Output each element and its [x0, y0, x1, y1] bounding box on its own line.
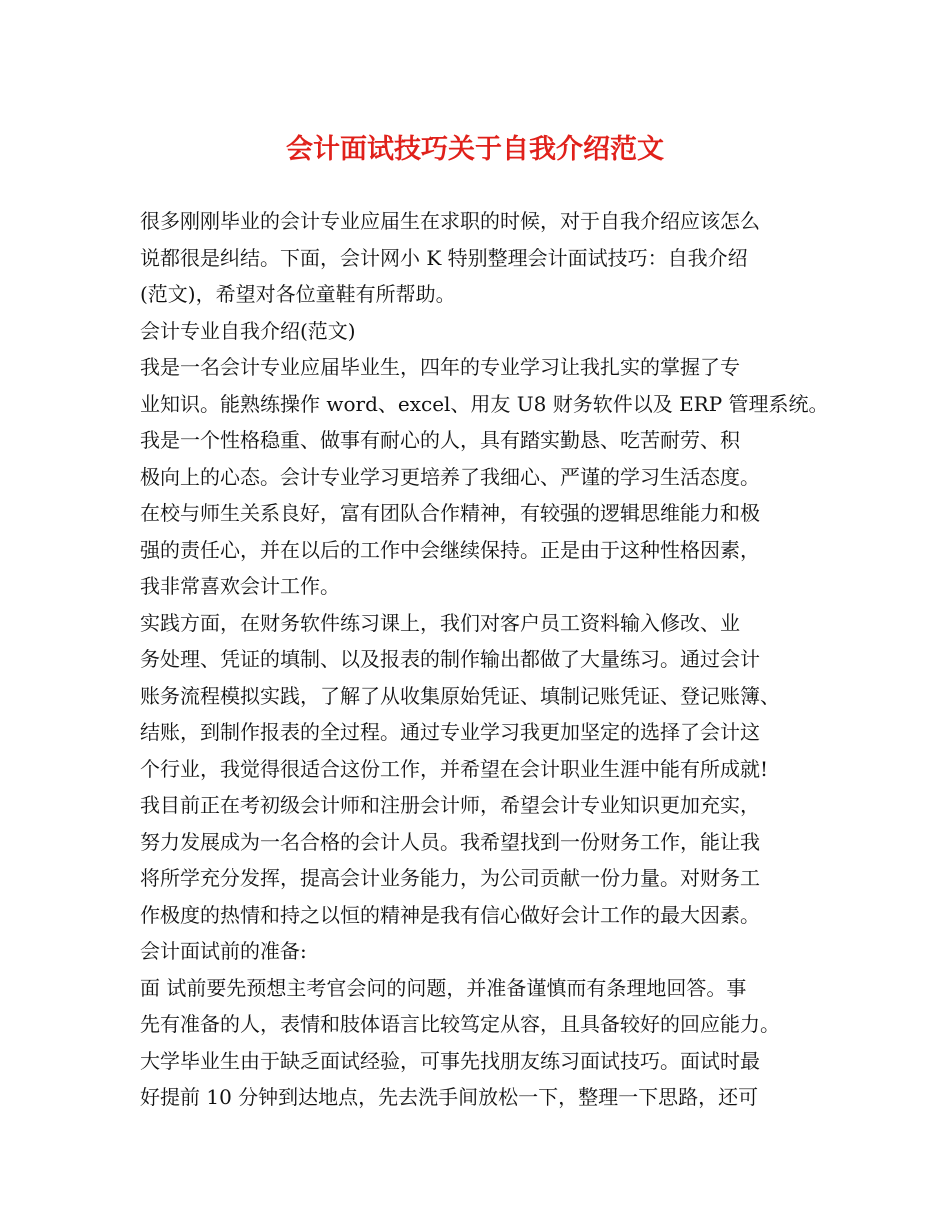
text-line: 务处理、凭证的填制、以及报表的制作输出都做了大量练习。通过会计	[140, 647, 760, 671]
document-body	[140, 203, 830, 1116]
text-line: 极向上的心态。会计专业学习更培养了我细心、严谨的学习生活态度。	[140, 464, 760, 489]
text-line: 个行业，我觉得很适合这份工作，并希望在会计职业生涯中能有所成就!	[140, 756, 769, 781]
text-line: 先有准备的人，表情和肢体语言比较笃定从容，且具备较好的回应能力。	[140, 1012, 780, 1036]
text-line: 会计面试前的准备:	[140, 939, 307, 963]
text-line: 业知识。能熟练操作 word、excel、用友 U8 财务软件以及 ERP 管理系统。	[140, 391, 829, 416]
text-line: 努力发展成为一名合格的会计人员。我希望找到一份财务工作，能让我	[140, 829, 760, 854]
text-line: 我是一名会计专业应届毕业生，四年的专业学习让我扎实的掌握了专	[140, 355, 740, 379]
text-line: 账务流程模拟实践，了解了从收集原始凭证、填制记账凭证、登记账簿、	[140, 683, 780, 708]
text-line: 实践方面，在财务软件练习课上，我们对客户员工资料输入修改、业	[140, 610, 740, 635]
text-line: 作极度的热情和持之以恒的精神是我有信心做好会计工作的最大因素。	[140, 902, 760, 927]
text-line: 很多刚刚毕业的会计专业应届生在求职的时候，对于自我介绍应该怎么	[140, 209, 760, 233]
text-line: 我非常喜欢会计工作。	[140, 574, 340, 598]
text-line: (范文)，希望对各位童鞋有所帮助。	[140, 282, 456, 306]
text-line: 将所学充分发挥，提高会计业务能力，为公司贡献一份力量。对财务工	[140, 866, 760, 890]
text-line: 面 试前要先预想主考官会问的问题，并准备谨慎而有条理地回答。事	[140, 975, 747, 1000]
text-line: 会计专业自我介绍(范文)	[140, 318, 356, 343]
text-line: 强的责任心，并在以后的工作中会继续保持。正是由于这种性格因素，	[140, 537, 760, 562]
text-line: 好提前 10 分钟到达地点，先去洗手间放松一下，整理一下思路，还可	[140, 1085, 759, 1109]
text-line: 我目前正在考初级会计师和注册会计师，希望会计专业知识更加充实，	[140, 793, 760, 817]
document-title: 会计面试技巧关于自我介绍范文	[286, 134, 664, 165]
text-line: 在校与师生关系良好，富有团队合作精神，有较强的逻辑思维能力和极	[140, 501, 760, 525]
text-line: 大学毕业生由于缺乏面试经验，可事先找朋友练习面试技巧。面试时最	[140, 1048, 760, 1073]
text-line: 说都很是纠结。下面，会计网小 K 特别整理会计面试技巧：自我介绍	[140, 245, 748, 270]
text-line: 结账，到制作报表的全过程。通过专业学习我更加坚定的选择了会计这	[140, 720, 760, 744]
text-line: 我是一个性格稳重、做事有耐心的人，具有踏实勤恳、吃苦耐劳、积	[140, 428, 740, 452]
